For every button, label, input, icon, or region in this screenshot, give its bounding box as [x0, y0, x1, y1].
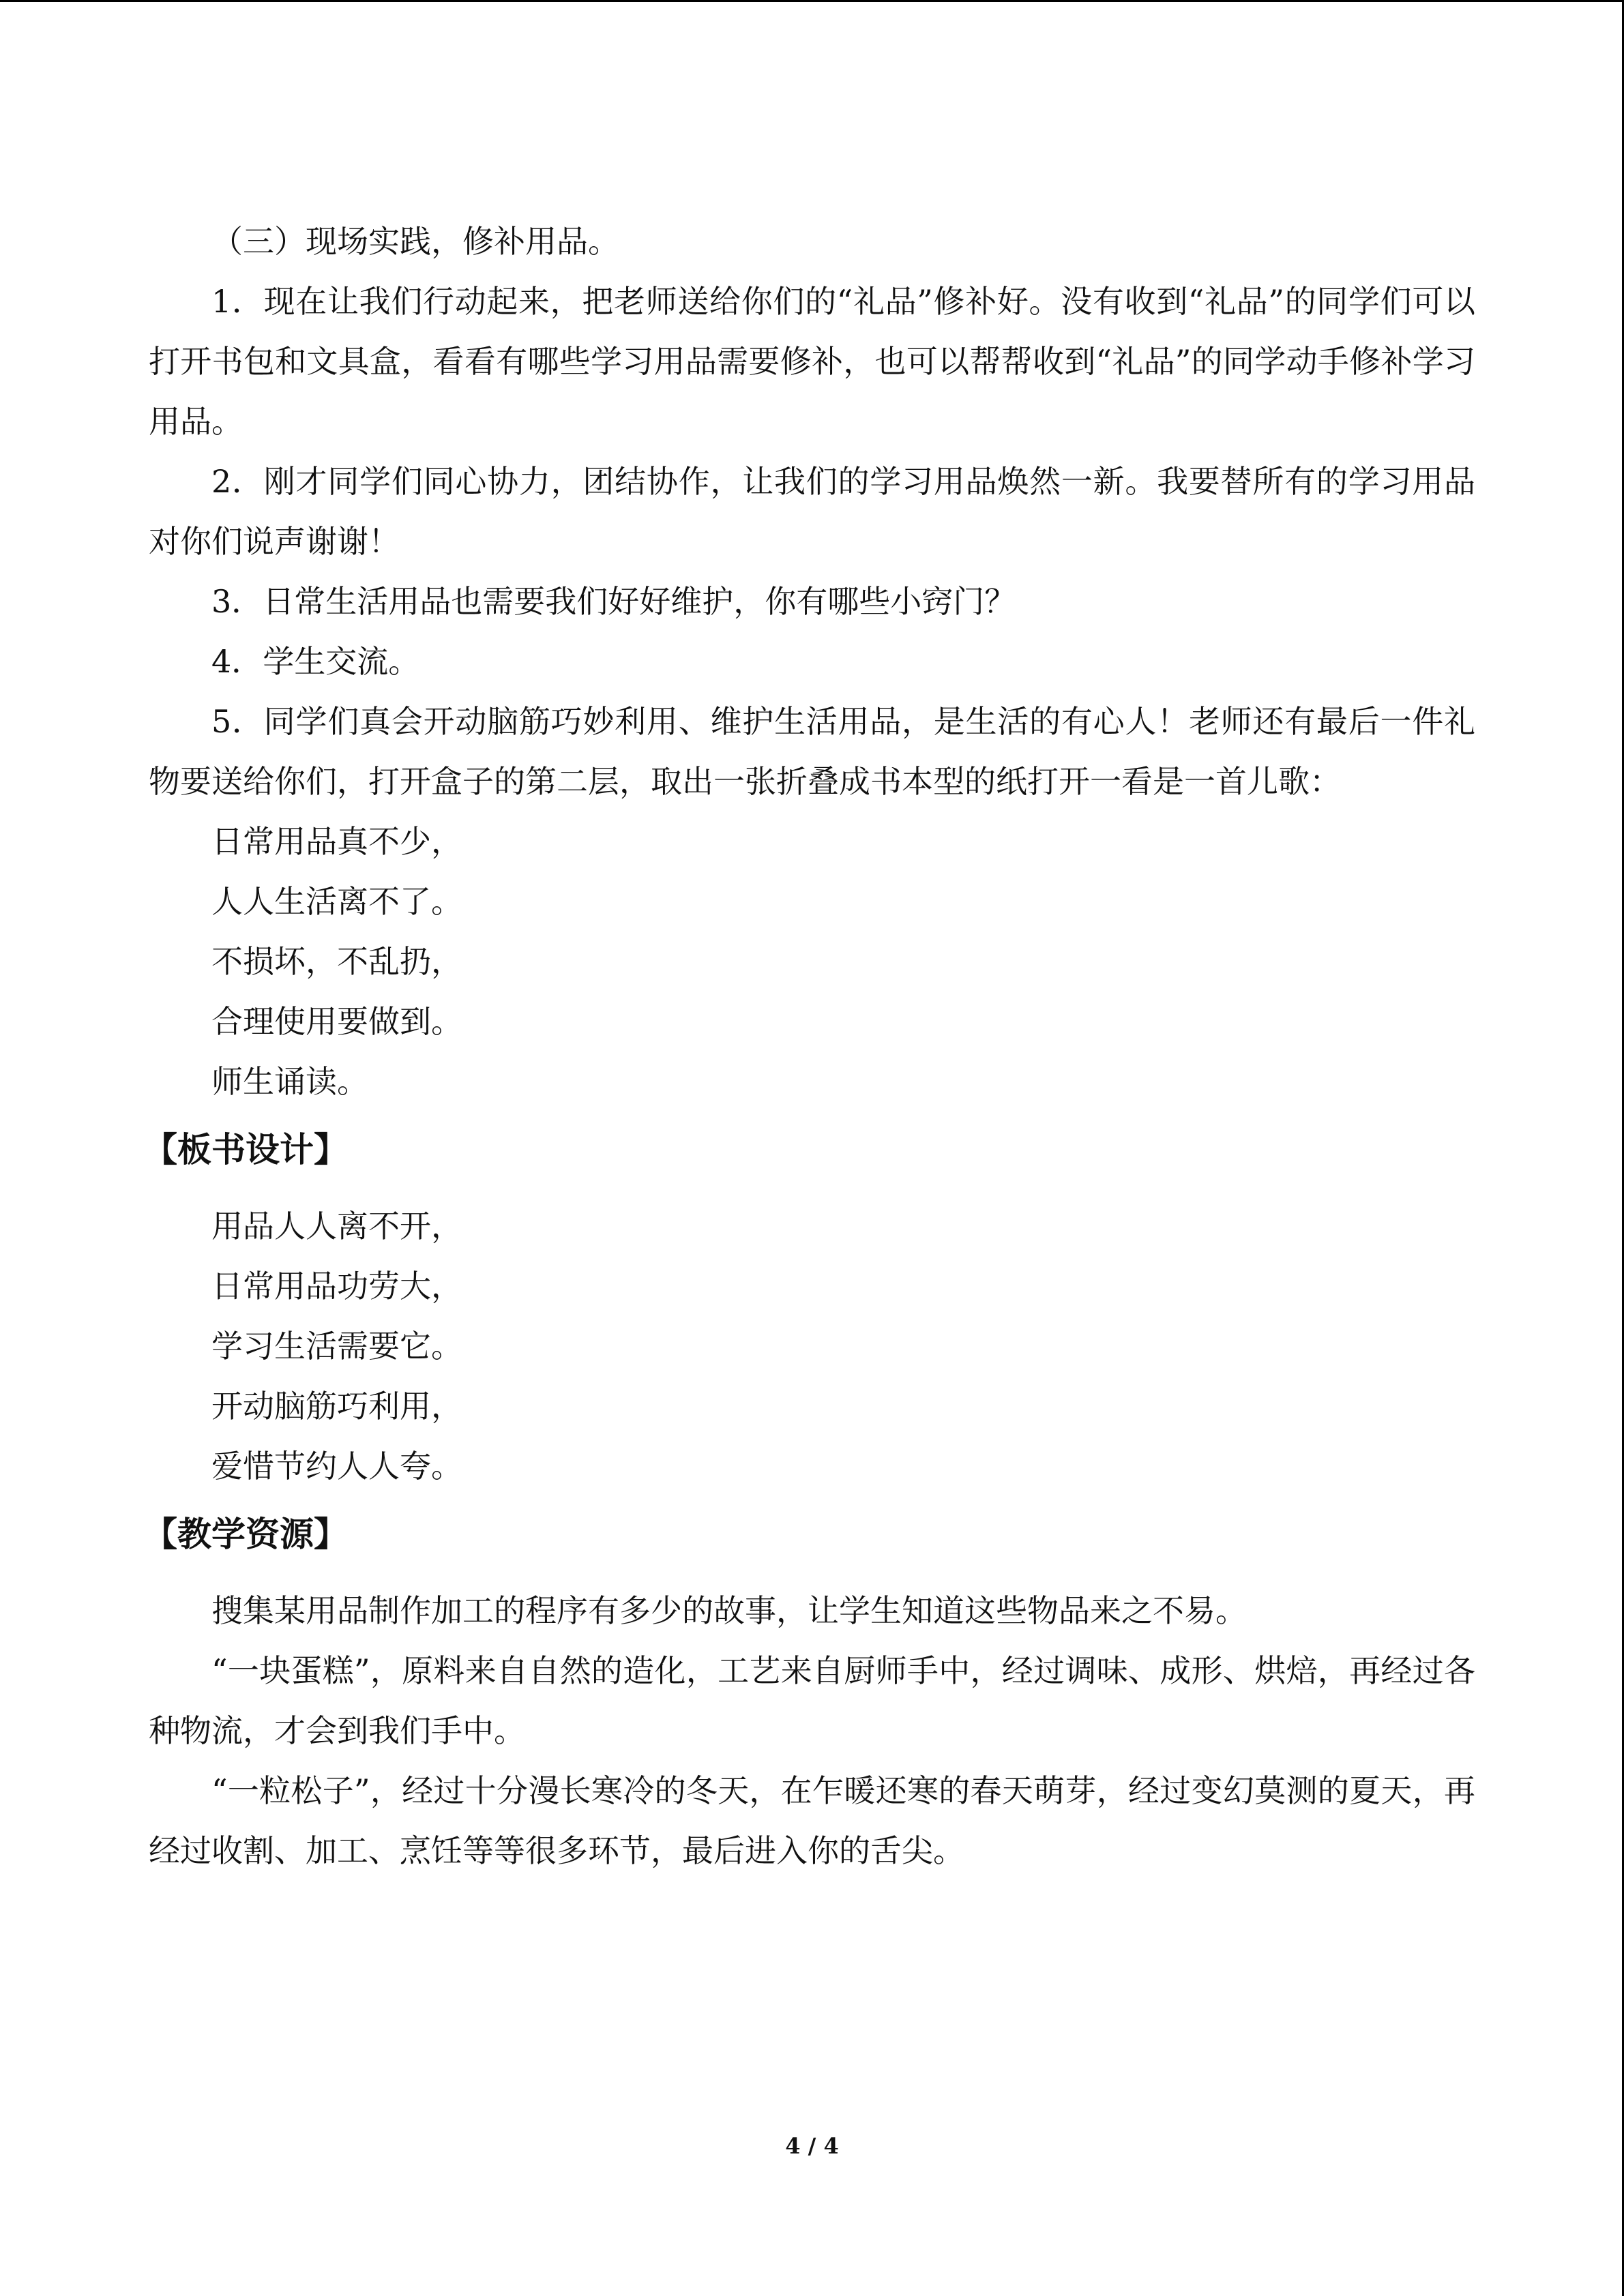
- document-body: [143, 211, 1475, 1881]
- list-item-3: 3．日常生活用品也需要我们好好维护，你有哪些小窍门？: [211, 583, 1016, 620]
- resources-paragraph: “一粒松子”，经过十分漫长寒冷的冬天，在乍暖还寒的春天萌芽，经过变幻莫测的夏天，再经过收割、加工、烹饪等等很多环节，最后进入你的舌尖。: [149, 1772, 1475, 1869]
- resources-paragraph: “一块蛋糕”，原料来自自然的造化，工艺来自厨师手中，经过调味、成形、烘焙，再经过各种物流，才会到我们手中。: [149, 1652, 1475, 1749]
- list-item-1: 1．现在让我们行动起来，把老师送给你们的“礼品”修补好。没有收到“礼品”的同学们可以打开书包和文具盒，看看有哪些学习用品需要修补，也可以帮帮收到“礼品”的同学动手修补学习用品。: [149, 283, 1475, 440]
- board-line: 用品人人离不开，: [211, 1208, 462, 1244]
- section-resources: [143, 1500, 1475, 1881]
- resources-heading: 【教学资源】: [143, 1515, 348, 1554]
- board-line: 爱惜节约人人夸。: [211, 1448, 462, 1485]
- board-design-heading: 【板书设计】: [143, 1130, 348, 1169]
- list-item-4: 4．学生交流。: [211, 643, 420, 680]
- poem-line: 日常用品真不少，: [211, 823, 462, 860]
- section-title: （三）现场实践，修补用品。: [211, 223, 619, 260]
- board-line: 日常用品功劳大，: [211, 1268, 462, 1304]
- poem: [149, 811, 1475, 1052]
- list-item-5: 5．同学们真会开动脑筋巧妙利用、维护生活用品，是生活的有心人！老师还有最后一件礼物要送给你们，打开盒子的第二层，取出一张折叠成书本型的纸打开一看是一首儿歌：: [149, 703, 1475, 800]
- poem-line: 不损坏，不乱扔，: [211, 943, 462, 980]
- resources-paragraph: 搜集某用品制作加工的程序有多少的故事，让学生知道这些物品来之不易。: [211, 1592, 1247, 1629]
- list-item-2: 2．刚才同学们同心协力，团结协作，让我们的学习用品焕然一新。我要替所有的学习用品对你们说声谢谢！: [149, 463, 1475, 560]
- closing-line: 师生诵读。: [211, 1063, 368, 1100]
- resources-body: [149, 1581, 1475, 1881]
- section-board-design: [143, 1116, 1475, 1496]
- page-top-border: [0, 0, 1624, 2]
- page-number: 4 / 4: [785, 2133, 839, 2159]
- board-design-lines: [149, 1196, 1475, 1496]
- poem-line: 合理使用要做到。: [211, 1003, 462, 1040]
- board-line: 开动脑筋巧利用，: [211, 1388, 462, 1425]
- board-line: 学习生活需要它。: [211, 1328, 462, 1365]
- section-practice: [149, 211, 1475, 1112]
- poem-line: 人人生活离不了。: [211, 883, 462, 920]
